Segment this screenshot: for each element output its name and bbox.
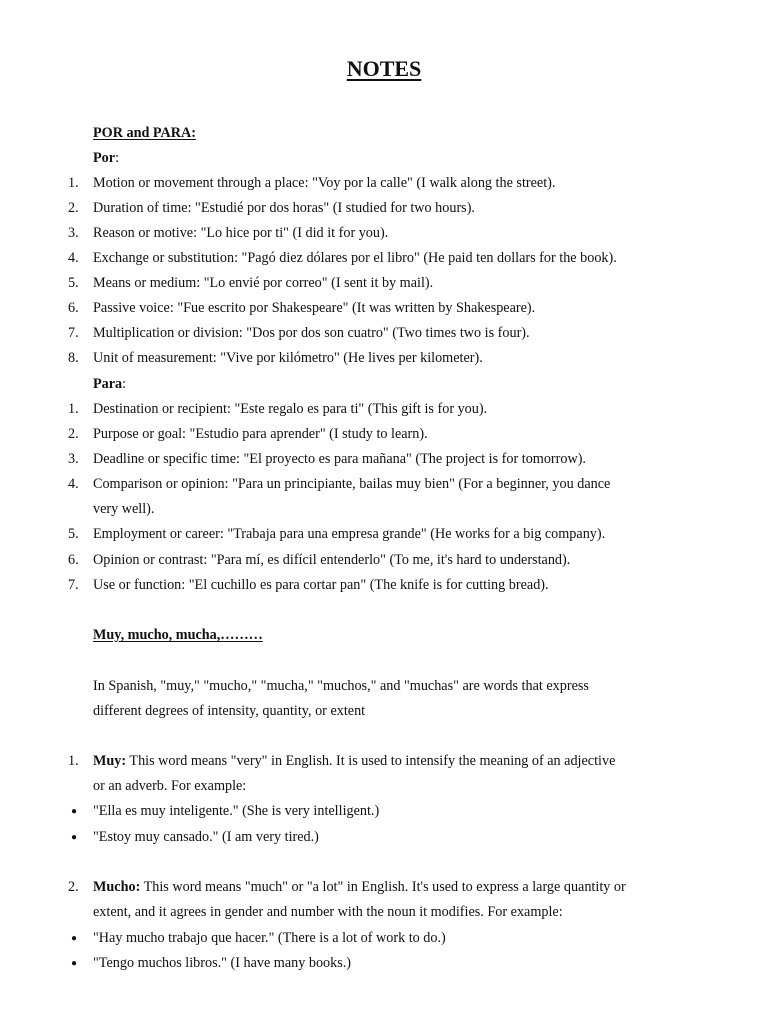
mucho-definition-continuation: extent, and it agrees in gender and number with the noun it modifies. For example: <box>93 904 563 920</box>
list-number: 2. <box>68 200 79 216</box>
list-item: Duration of time: "Estudié por dos horas" (I studied for two hours). <box>93 200 475 216</box>
mucho-definition-text: This word means "much" or "a lot" in English. It's used to express a large quantity or <box>140 879 626 895</box>
example-item: "Tengo muchos libros." (I have many books.) <box>93 955 352 971</box>
list-number: 3. <box>68 451 79 467</box>
list-item: Exchange or substitution: "Pagó diez dólares por el libro" (He paid ten dollars for the book). <box>93 250 617 266</box>
list-item: Use or function: "El cuchillo es para cortar pan" (The knife is for cutting bread). <box>93 577 549 593</box>
muy-definition <box>93 749 733 774</box>
section-heading-por-para: POR and PARA: <box>93 125 196 141</box>
list-number: 7. <box>68 325 79 341</box>
example-item: "Hay mucho trabajo que hacer." (There is a lot of work to do.) <box>93 930 446 946</box>
para-colon: : <box>122 376 127 392</box>
list-number: 7. <box>68 577 79 593</box>
list-number: 5. <box>68 275 79 291</box>
muy-definition-continuation: or an adverb. For example: <box>93 778 247 794</box>
list-item-continuation: very well). <box>93 501 155 517</box>
list-number: 6. <box>68 300 79 316</box>
list-number: 2. <box>68 426 79 442</box>
list-item: Multiplication or division: "Dos por dos son cuatro" (Two times two is four). <box>93 325 530 341</box>
list-number: 1. <box>68 175 79 191</box>
list-item: Deadline or specific time: "El proyecto es para mañana" (The project is for tomorrow). <box>93 451 586 467</box>
list-item: Passive voice: "Fue escrito por Shakespeare" (It was written by Shakespeare). <box>93 300 536 316</box>
bullet-icon: ● <box>71 806 78 817</box>
example-item: "Ella es muy inteligente." (She is very intelligent.) <box>93 803 380 819</box>
list-item: Reason or motive: "Lo hice por ti" (I did it for you). <box>93 225 389 241</box>
list-item: Purpose or goal: "Estudio para aprender" (I study to learn). <box>93 426 428 442</box>
list-item: Means or medium: "Lo envié por correo" (I sent it by mail). <box>93 275 434 291</box>
list-number: 5. <box>68 526 79 542</box>
bullet-icon: ● <box>71 933 78 944</box>
muy-term: Muy: <box>93 753 127 769</box>
list-item: Unit of measurement: "Vive por kilómetro" (He lives per kilometer). <box>93 350 483 366</box>
para-label: Para <box>93 376 123 392</box>
list-number: 6. <box>68 552 79 568</box>
intro-paragraph-line: In Spanish, "muy," "mucho," "mucha," "muchos," and "muchas" are words that express <box>93 678 589 694</box>
mucho-definition <box>93 875 733 900</box>
section-heading-muy-mucho: Muy, mucho, mucha,……… <box>93 627 263 643</box>
por-label: Por <box>93 150 116 166</box>
por-colon: : <box>115 150 120 166</box>
list-item: Opinion or contrast: "Para mí, es difícil entenderlo" (To me, it's hard to understand). <box>93 552 571 568</box>
list-number: 1. <box>68 401 79 417</box>
subheading-por <box>93 146 733 171</box>
muy-definition-text: This word means "very" in English. It is used to intensify the meaning of an adjective <box>126 753 616 769</box>
list-item: Motion or movement through a place: "Voy por la calle" (I walk along the street). <box>93 175 556 191</box>
mucho-term: Mucho: <box>93 879 141 895</box>
bullet-icon: ● <box>71 958 78 969</box>
page-title: NOTES <box>346 56 422 81</box>
example-item: "Estoy muy cansado." (I am very tired.) <box>93 829 319 845</box>
list-number: 4. <box>68 476 79 492</box>
list-number: 4. <box>68 250 79 266</box>
list-number: 2. <box>68 879 79 895</box>
list-item: Comparison or opinion: "Para un principiante, bailas muy bien" (For a beginner, you dance <box>93 476 611 492</box>
list-number: 1. <box>68 753 79 769</box>
bullet-icon: ● <box>71 832 78 843</box>
list-number: 3. <box>68 225 79 241</box>
list-item: Destination or recipient: "Este regalo es para ti" (This gift is for you). <box>93 401 488 417</box>
list-item: Employment or career: "Trabaja para una empresa grande" (He works for a big company). <box>93 526 606 542</box>
list-number: 8. <box>68 350 79 366</box>
intro-paragraph-line: different degrees of intensity, quantity, or extent <box>93 703 366 719</box>
subheading-para <box>93 372 733 397</box>
